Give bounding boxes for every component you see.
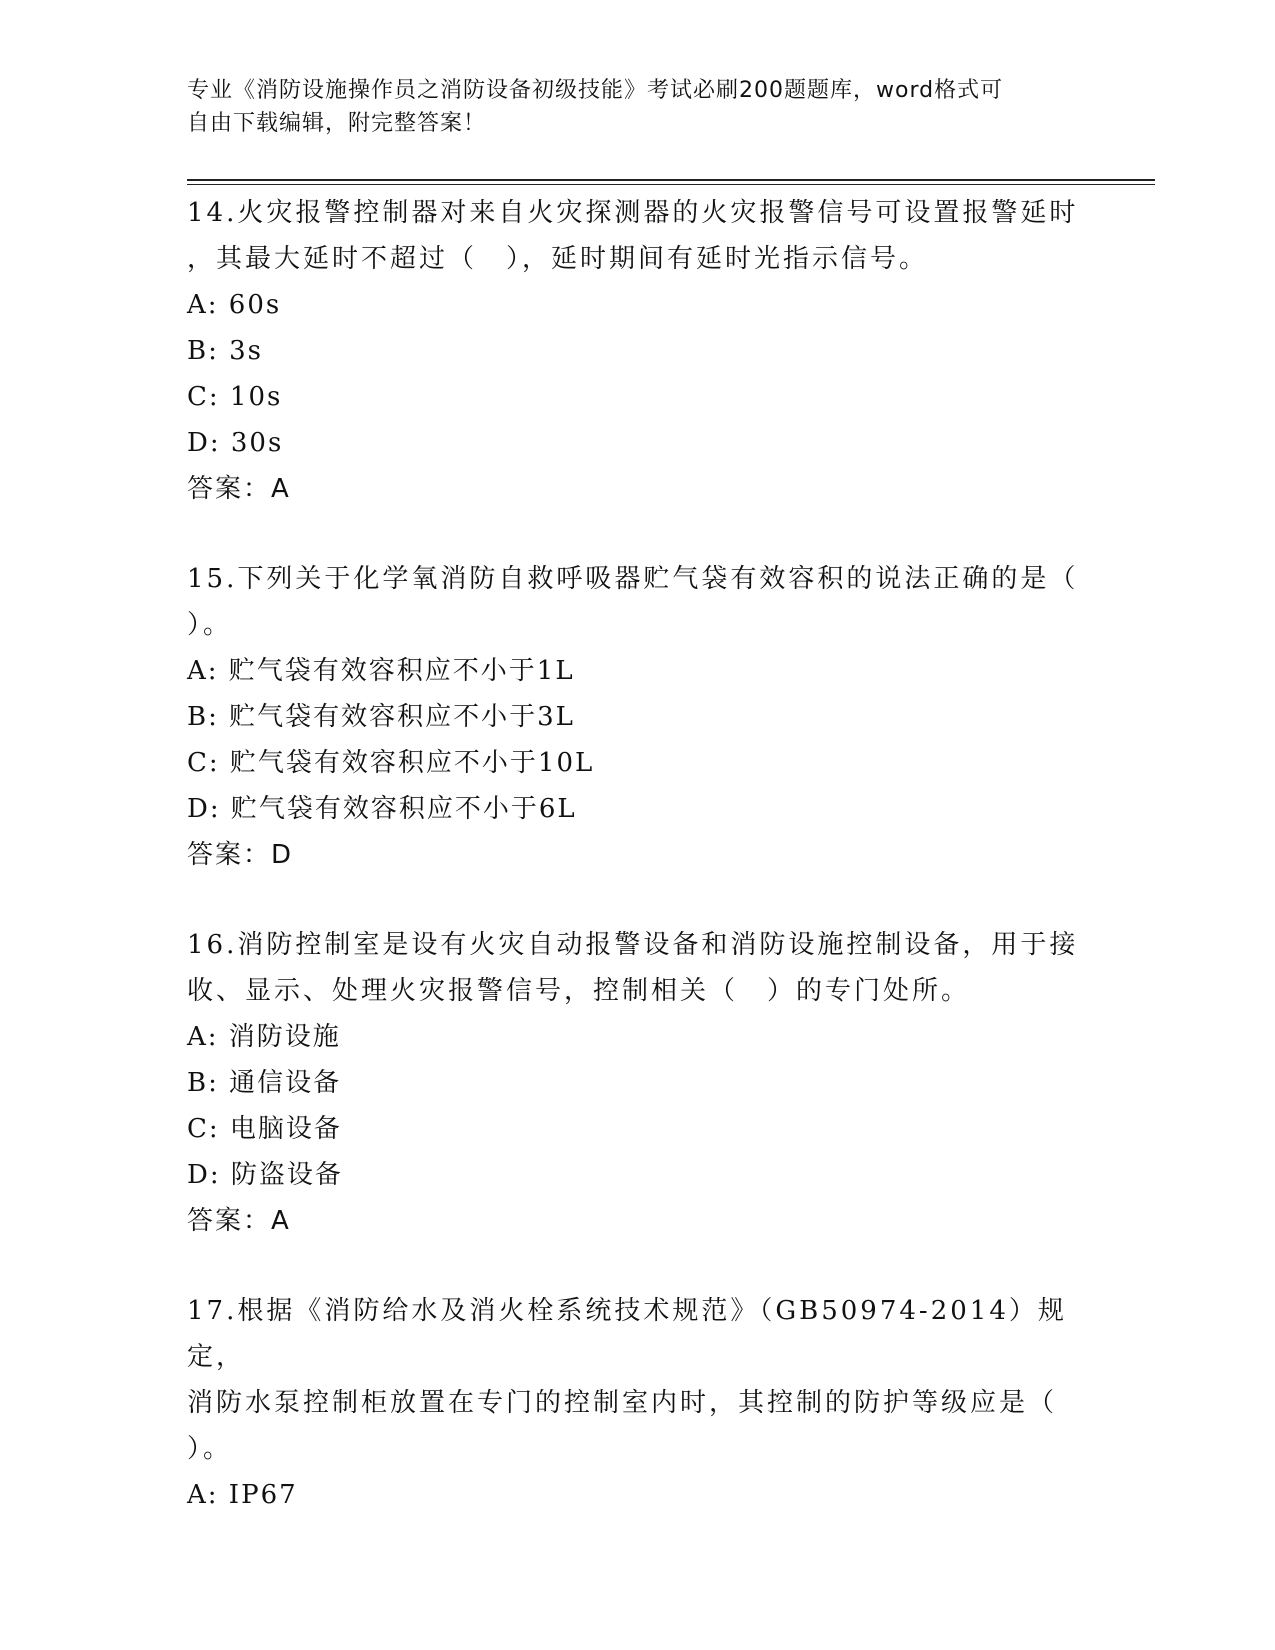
option-a: A: 贮气袋有效容积应不小于1L [187, 656, 575, 686]
answer-line: 答案：D [187, 840, 294, 870]
header-line-2: 自由下载编辑，附完整答案！ [187, 111, 487, 136]
option-a: A: IP67 [187, 1480, 298, 1510]
header-divider-thick [187, 179, 1155, 181]
option-b: B: 3s [187, 336, 264, 366]
question-stem-line: ）。 [187, 1434, 233, 1464]
question-gap [187, 512, 1087, 556]
question-16 [187, 922, 1087, 1244]
option-c: C: 电脑设备 [187, 1114, 342, 1144]
option-c: C: 贮气袋有效容积应不小于10L [187, 748, 595, 778]
header-divider-thin [187, 184, 1155, 185]
document-header [187, 74, 1067, 140]
question-stem-line: 15.下列关于化学氧消防自救呼吸器贮气袋有效容积的说法正确的是（ [187, 564, 1079, 594]
answer-line: 答案：A [187, 474, 291, 504]
option-a: A: 60s [187, 290, 282, 320]
question-15 [187, 556, 1087, 878]
question-stem-line: 14.火灾报警控制器对来自火灾探测器的火灾报警信号可设置报警延时 [187, 198, 1079, 228]
question-list [187, 190, 1087, 1518]
question-17 [187, 1288, 1087, 1518]
answer-line: 答案：A [187, 1206, 291, 1236]
option-b: B: 贮气袋有效容积应不小于3L [187, 702, 575, 732]
option-d: D: 防盗设备 [187, 1160, 343, 1190]
option-d: D: 贮气袋有效容积应不小于6L [187, 794, 577, 824]
question-stem-line: 消防水泵控制柜放置在专门的控制室内时，其控制的防护等级应是（ [187, 1388, 1058, 1418]
question-stem-line: ，其最大延时不超过（ ），延时期间有延时光指示信号。 [187, 244, 929, 274]
question-14 [187, 190, 1087, 512]
question-stem-line: 17.根据《消防给水及消火栓系统技术规范》（GB50974-2014）规定， [187, 1296, 1067, 1372]
question-gap [187, 1244, 1087, 1288]
question-stem-line: 收、显示、处理火灾报警信号，控制相关（ ）的专门处所。 [187, 976, 971, 1006]
question-stem-line: 16.消防控制室是设有火灾自动报警设备和消防设施控制设备，用于接 [187, 930, 1079, 960]
question-gap [187, 878, 1087, 922]
question-stem-line: ）。 [187, 610, 233, 640]
option-a: A: 消防设施 [187, 1022, 341, 1052]
option-c: C: 10s [187, 382, 283, 412]
option-d: D: 30s [187, 428, 284, 458]
option-b: B: 通信设备 [187, 1068, 342, 1098]
header-line-1: 专业《消防设施操作员之消防设备初级技能》考试必刷200题题库，word格式可 [187, 78, 1004, 103]
